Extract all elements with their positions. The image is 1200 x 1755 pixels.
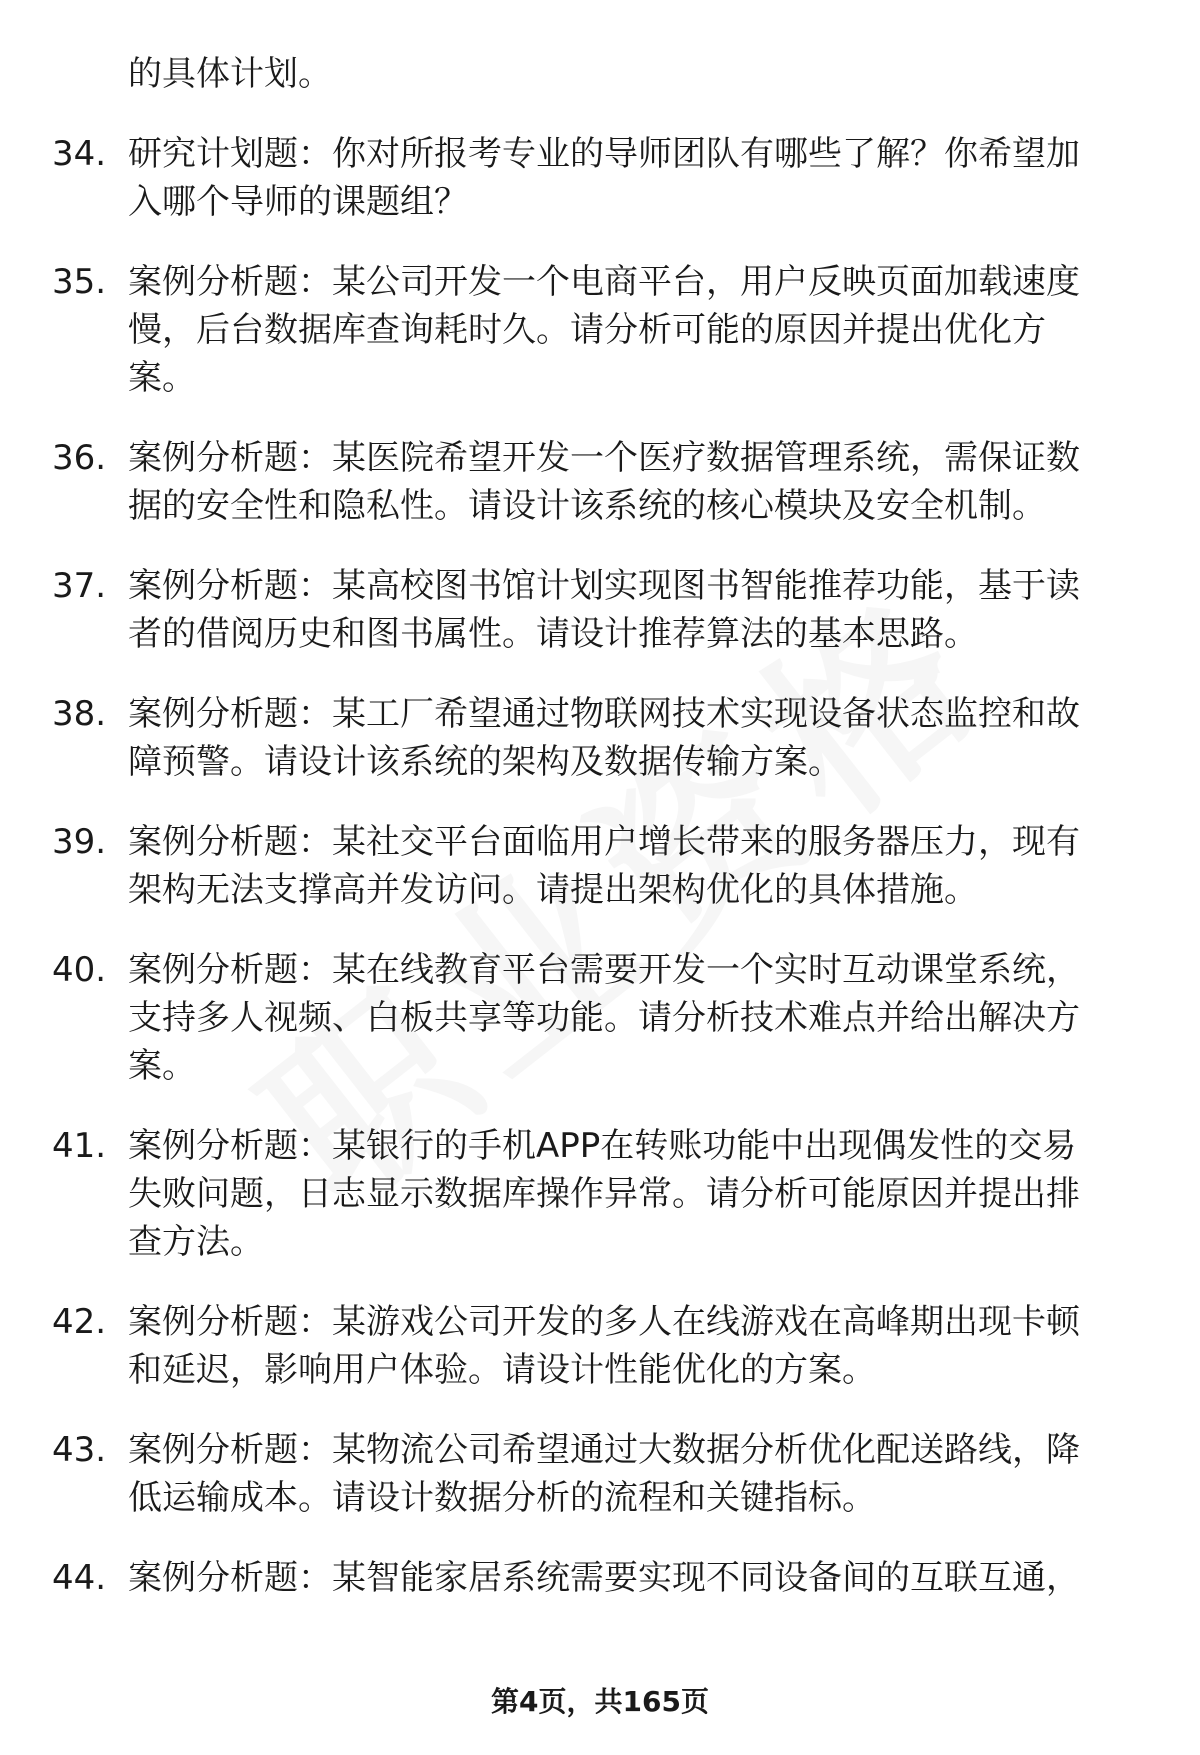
question-text: 慢，后台数据库查询耗时久。请分析可能的原因并提出优化方 [128,310,1046,350]
question-text: 案例分析题：某银行的手机APP在转账功能中出现偶发性的交易 [128,1126,1077,1166]
question-number: 44. [52,1558,107,1598]
question-text: 案例分析题：某智能家居系统需要实现不同设备间的互联互通， [128,1558,1080,1598]
question-text: 支持多人视频、白板共享等功能。请分析技术难点并给出解决方 [128,998,1080,1038]
question-text: 案。 [128,1046,196,1086]
question-number: 38. [52,694,107,734]
question-number: 39. [52,822,107,862]
question-text: 案例分析题：某高校图书馆计划实现图书智能推荐功能，基于读 [128,566,1080,606]
page-footer: 第4页，共165页 [491,1685,709,1718]
question-text: 和延迟，影响用户体验。请设计性能优化的方案。 [128,1350,876,1390]
question-text: 失败问题，日志显示数据库操作异常。请分析可能原因并提出排 [128,1174,1080,1214]
question-number: 36. [52,438,107,478]
question-number: 35. [52,262,107,302]
question-number: 41. [52,1126,107,1166]
question-text: 者的借阅历史和图书属性。请设计推荐算法的基本思路。 [128,614,978,654]
question-text: 案例分析题：某游戏公司开发的多人在线游戏在高峰期出现卡顿 [128,1302,1080,1342]
question-number: 34. [52,134,107,174]
question-number: 42. [52,1302,107,1342]
question-text: 障预警。请设计该系统的架构及数据传输方案。 [128,742,842,782]
question-number: 43. [52,1430,107,1470]
question-text: 研究计划题：你对所报考专业的导师团队有哪些了解？你希望加 [128,134,1080,174]
question-text: 案例分析题：某物流公司希望通过大数据分析优化配送路线，降 [128,1430,1080,1470]
continuation-text: 的具体计划。 [128,54,332,94]
question-text: 查方法。 [128,1222,264,1262]
question-text: 案例分析题：某在线教育平台需要开发一个实时互动课堂系统， [128,950,1080,990]
question-text: 入哪个导师的课题组？ [128,182,468,222]
question-text: 案例分析题：某工厂希望通过物联网技术实现设备状态监控和故 [128,694,1080,734]
question-text: 架构无法支撑高并发访问。请提出架构优化的具体措施。 [128,870,978,910]
question-text: 据的安全性和隐私性。请设计该系统的核心模块及安全机制。 [128,486,1046,526]
question-text: 案。 [128,358,196,398]
question-text: 案例分析题：某社交平台面临用户增长带来的服务器压力，现有 [128,822,1080,862]
question-text: 案例分析题：某医院希望开发一个医疗数据管理系统，需保证数 [128,438,1080,478]
question-number: 40. [52,950,107,990]
question-number: 37. [52,566,107,606]
question-text: 案例分析题：某公司开发一个电商平台，用户反映页面加载速度 [128,262,1080,302]
question-text: 低运输成本。请设计数据分析的流程和关键指标。 [128,1478,876,1518]
